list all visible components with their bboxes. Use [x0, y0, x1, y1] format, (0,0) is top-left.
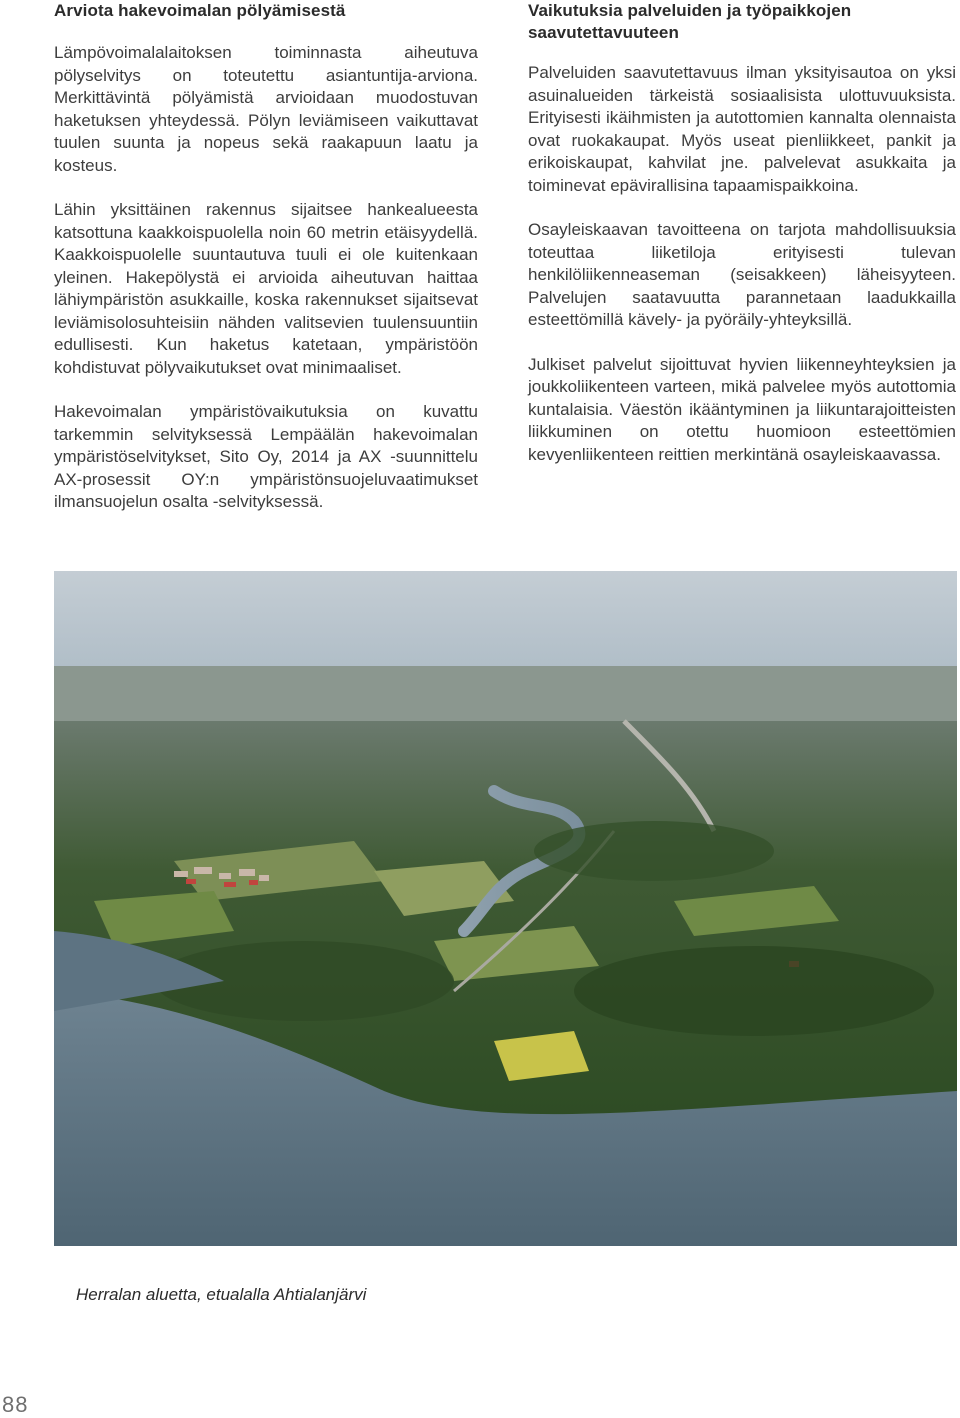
- paragraph-dust-3: Hakevoimalan ympäristövaikutuksia on kuvattu tarkemmin selvityksessä Lempäälän hakevoimalan ympäristöselvitykset, Sito Oy, 2014 ja AX -suunnittelu AX-prosessit OY:n ympäristönsuojeluvaatimukset ilmansuojelun osalta -selvityksessä.: [54, 402, 478, 511]
- paragraph-services-2: Osayleiskaavan tavoitteena on tarjota mahdollisuuksia toteuttaa liiketiloja erityisesti tulevan henkilöliikenneaseman (seisakkeen) läheisyyteen. Palvelujen saatavuutta parannetaan laadukkailla esteettömillä kävely- ja pyöräily-yhteyksillä.: [528, 220, 956, 329]
- figure-caption: Herralan aluetta, etualalla Ahtialanjärvi: [76, 1285, 367, 1304]
- left-column: [54, 0, 478, 536]
- page-number: 88: [2, 1392, 29, 1417]
- aerial-landscape-illustration: [54, 571, 957, 1246]
- section-heading-services: Vaikutuksia palveluiden ja työpaikkojen saavutettavuuteen: [528, 1, 852, 42]
- right-column: [528, 0, 956, 488]
- paragraph-dust-1: Lämpövoimalalaitoksen toiminnasta aiheutuva pölyselvitys on toteutettu asiantuntija-arviona. Merkittävintä pölyämistä arvioidaan muodostuvan haketuksen yhteydessä. Pölyn leviämiseen vaikuttavat tuulen suunta ja nopeus sekä raakapuun laatu ja kosteus.: [54, 43, 478, 175]
- section-heading-dust: Arviota hakevoimalan pölyämisestä: [54, 1, 346, 20]
- paragraph-services-1: Palveluiden saavutettavuus ilman yksityisautoa on yksi asuinalueiden tärkeistä sosiaalisista ulottuvuuksista. Erityisesti ikäihmisten ja autottomien kannalta olennaista ovat ruokakaupat. Myös useat pienliikkeet, pankit ja erikoiskaupat, kahvilat jne. palvelevat asukkaita ja toiminevat epävirallisina tapaamispaikkoina.: [528, 63, 956, 195]
- paragraph-dust-2: Lähin yksittäinen rakennus sijaitsee hankealueesta katsottuna kaakkoispuolella noin 60 metrin etäisyydellä. Kaakkoispuolelle suuntautuva tuuli ei ole kuitenkaan yleinen. Hakepölystä ei arvioida aiheutuvan haittaa lähiympäristön asukkaille, koska rakennukset sijaitsevat leviämisolosuhteisiin nähden valitsevien tuulensuuntiin edullisesti. Kun haketus katetaan, ympäristöön kohdistuvat pölyvaikutukset ovat minimaaliset.: [54, 200, 478, 377]
- aerial-photo: [54, 571, 957, 1246]
- paragraph-services-3: Julkiset palvelut sijoittuvat hyvien liikenneyhteyksien ja joukkoliikenteen varteen, mikä palvelee myös autottomia kuntalaisia. Väestön ikääntyminen ja liikuntarajoitteisten liikkuminen on otettu huomioon esteettömien kevyenliikenteen reittien merkintänä osayleiskaavassa.: [528, 354, 956, 464]
